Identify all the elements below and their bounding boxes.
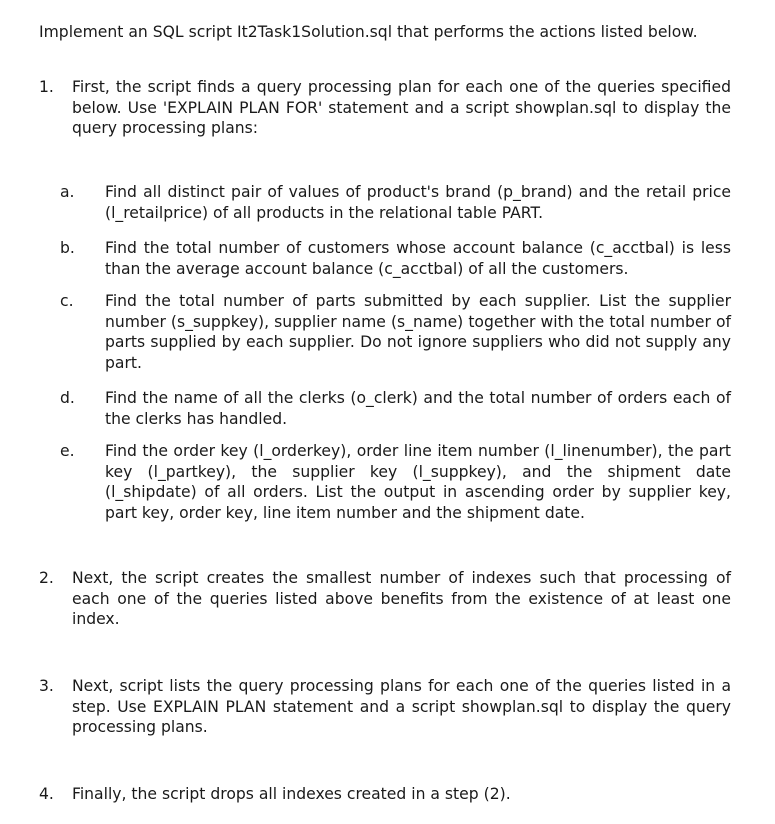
step-number: 2. xyxy=(39,569,54,587)
subitem-text: Find the total number of parts submitted by each supplier. List the supplier number (s_suppkey), supplier name (s_name) together with the total number of parts supplied by each supplier. Do not ignore suppliers who did not supply any part. xyxy=(105,292,731,372)
subitem-text: Find the total number of customers whose account balance (c_acctbal) is less than the average account balance (c_acctbal) of all the customers. xyxy=(105,239,731,278)
step-text: Finally, the script drops all indexes created in a step (2). xyxy=(72,785,511,803)
subitem-text: Find the order key (l_orderkey), order line item number (l_linenumber), the part key (l_partkey), the supplier key (l_suppkey), and the shipment date (l_shipdate) of all orders. List the output in ascending order by supplier key, part key, order key, line item number and the shipment date. xyxy=(105,442,731,522)
subitem-letter: b. xyxy=(60,239,75,257)
subitem-text: Find the name of all the clerks (o_clerk) and the total number of orders each of the clerks has handled. xyxy=(105,389,731,428)
step-number: 4. xyxy=(39,785,54,803)
step-text: First, the script finds a query processing plan for each one of the queries specified below. Use 'EXPLAIN PLAN FOR' statement and a script showplan.sql to display the query processing plans: xyxy=(72,78,731,137)
step-text: Next, the script creates the smallest number of indexes such that processing of each one of the queries listed above benefits from the existence of at least one index. xyxy=(72,569,731,628)
step-number: 3. xyxy=(39,677,54,695)
intro-paragraph: Implement an SQL script It2Task1Solution.sql that performs the actions listed below. xyxy=(39,23,698,41)
step-number: 1. xyxy=(39,78,54,96)
subitem-letter: d. xyxy=(60,389,75,407)
subitem-letter: c. xyxy=(60,292,74,310)
subitem-letter: e. xyxy=(60,442,75,460)
subitem-text: Find all distinct pair of values of product's brand (p_brand) and the retail price (l_retailprice) of all products in the relational table PART. xyxy=(105,183,731,222)
subitem-letter: a. xyxy=(60,183,75,201)
step-text: Next, script lists the query processing plans for each one of the queries listed in a step. Use EXPLAIN PLAN statement and a script showplan.sql to display the query processing plans. xyxy=(72,677,731,736)
